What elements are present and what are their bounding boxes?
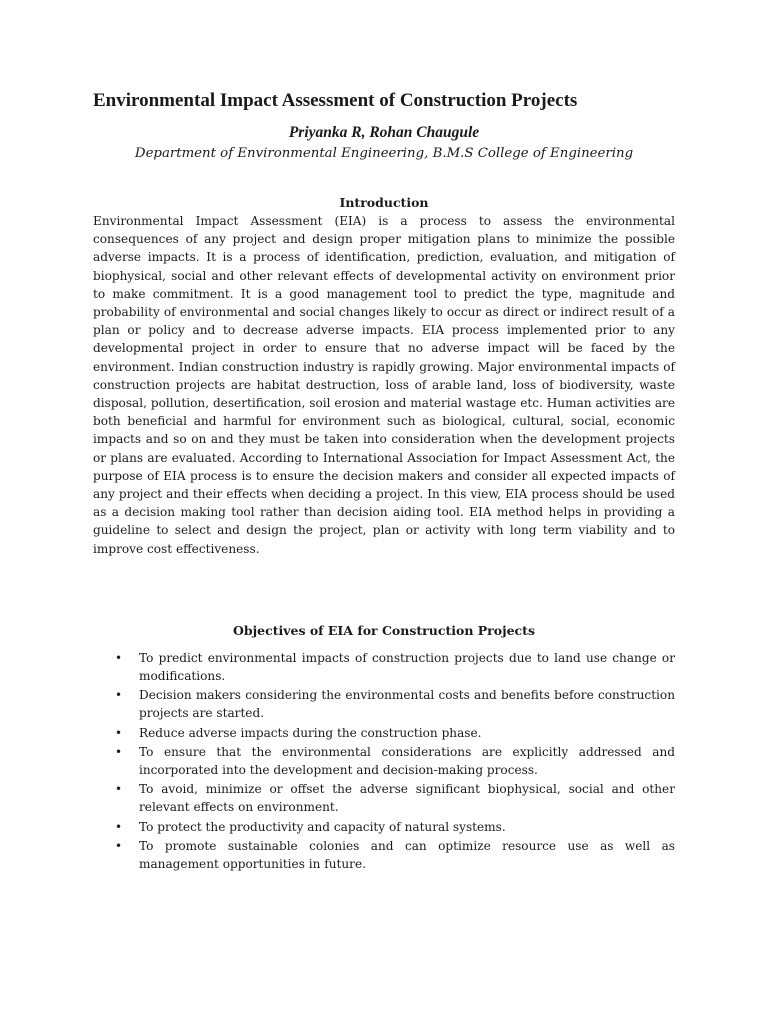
introduction-paragraph: Environmental Impact Assessment (EIA) is a process to assess the environmental consequences of any project and design proper mitigation plans to minimize the possible adverse impacts. It is a process of identification, prediction, evaluation, and mitigation of biophysical, social and other relevant effects of developmental activity on environment prior to make commitment. It is a good management tool to predict the type, magnitude and probability of environmental and social changes likely to occur as direct or indirect result of a plan or policy and to decrease adverse impacts. EIA process implemented prior to any developmental project in order to ensure that no adverse impact will be faced by the environment. Indian construction industry is rapidly growing. Major environmental impacts of construction projects are habitat destruction, loss of arable land, loss of biodiversity, waste disposal, pollution, desertification, soil erosion and material wastage etc. Human activities are both beneficial and harmful for environment such as biological, cultural, social, economic impacts and so on and they must be taken into consideration when the development projects or plans are evaluated. According to International Association for Impact Assessment Act, the purpose of EIA process is to ensure the decision makers and consider all expected impacts of any project and their effects when deciding a project. In this view, EIA process should be used as a decision making tool rather than decision aiding tool. EIA method helps in providing a guideline to select and design the project, plan or activity with long term viability and to improve cost effectiveness. xyxy=(93,214,675,556)
paper-page xyxy=(93,88,675,874)
bullet-icon: • xyxy=(115,744,123,759)
introduction-heading: Introduction xyxy=(339,195,429,210)
list-item xyxy=(93,780,675,816)
list-item-text: To predict environmental impacts of construction projects due to land use change or modifications. xyxy=(139,650,675,684)
bullet-icon: • xyxy=(115,838,123,853)
bullet-icon: • xyxy=(115,688,123,703)
list-item xyxy=(93,649,675,685)
list-item xyxy=(93,837,675,873)
list-item-text: To avoid, minimize or offset the adverse significant biophysical, social and other relevant effects on environment. xyxy=(139,782,675,815)
objectives-list xyxy=(93,649,675,873)
list-item-text: To protect the productivity and capacity of natural systems. xyxy=(139,819,506,834)
list-item-text: Reduce adverse impacts during the construction phase. xyxy=(139,725,482,740)
list-item xyxy=(93,743,675,779)
objectives-heading: Objectives of EIA for Construction Projects xyxy=(233,622,535,638)
list-item-text: Decision makers considering the environmental costs and benefits before construction projects are started. xyxy=(139,688,675,721)
paper-title: Environmental Impact Assessment of Construction Projects xyxy=(93,90,578,111)
list-item xyxy=(93,686,675,722)
bullet-icon: • xyxy=(115,725,123,740)
list-item xyxy=(93,724,675,742)
list-item xyxy=(93,818,675,836)
bullet-icon: • xyxy=(115,782,123,797)
bullet-icon: • xyxy=(115,650,123,665)
paper-affiliation: Department of Environmental Engineering, B.M.S College of Engineering xyxy=(134,146,634,161)
list-item-text: To ensure that the environmental considerations are explicitly addressed and incorporated into the development and decision-making process. xyxy=(139,744,675,778)
list-item-text: To promote sustainable colonies and can optimize resource use as well as management opportunities in future. xyxy=(139,838,675,872)
paper-authors: Priyanka R, Rohan Chaugule xyxy=(288,124,480,141)
bullet-icon: • xyxy=(115,819,123,834)
